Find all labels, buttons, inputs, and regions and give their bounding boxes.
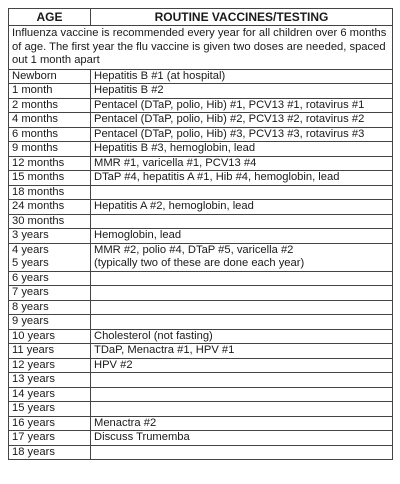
table-row xyxy=(9,271,393,286)
vaccine-schedule-document xyxy=(8,8,392,460)
vaccines-cell xyxy=(91,315,393,330)
table-row xyxy=(9,185,393,200)
age-cell: 18 years xyxy=(9,445,91,460)
vaccines-cell: Pentacel (DTaP, polio, Hib) #3, PCV13 #3, rotavirus #3 xyxy=(91,127,393,142)
table-header-row xyxy=(9,9,393,26)
table-row xyxy=(9,214,393,229)
table-row xyxy=(9,445,393,460)
age-cell: 16 years xyxy=(9,416,91,431)
vaccines-cell xyxy=(91,214,393,229)
table-row xyxy=(9,171,393,186)
age-cell: 14 years xyxy=(9,387,91,402)
table-row xyxy=(9,127,393,142)
vaccines-line: MMR #2, polio #4, DTaP #5, varicella #2 xyxy=(94,243,294,256)
table-row xyxy=(9,98,393,113)
age-cell: 13 years xyxy=(9,373,91,388)
age-cell: 7 years xyxy=(9,286,91,301)
vaccines-cell xyxy=(91,373,393,388)
age-cell: 3 years xyxy=(9,229,91,244)
table-row xyxy=(9,315,393,330)
vaccines-cell: Hemoglobin, lead xyxy=(91,229,393,244)
table-row xyxy=(9,243,393,271)
age-cell: 15 months xyxy=(9,171,91,186)
vaccines-cell: Hepatitis B #2 xyxy=(91,84,393,99)
age-4-years: 4 years xyxy=(12,243,49,256)
vaccines-cell: Discuss Trumemba xyxy=(91,431,393,446)
vaccines-cell: MMR #1, varicella #1, PCV13 #4 xyxy=(91,156,393,171)
vaccines-cell xyxy=(91,402,393,417)
vaccines-cell xyxy=(91,300,393,315)
table-row xyxy=(9,113,393,128)
age-cell: 9 months xyxy=(9,142,91,157)
table-row xyxy=(9,373,393,388)
table-row xyxy=(9,431,393,446)
age-cell: 15 years xyxy=(9,402,91,417)
age-cell: 12 months xyxy=(9,156,91,171)
age-cell: 24 months xyxy=(9,200,91,215)
vaccines-cell: TDaP, Menactra #1, HPV #1 xyxy=(91,344,393,359)
age-cell: 2 months xyxy=(9,98,91,113)
vaccines-note-line: (typically two of these are done each year) xyxy=(94,257,305,269)
age-cell: 10 years xyxy=(9,329,91,344)
age-cell: 17 years xyxy=(9,431,91,446)
table-row xyxy=(9,402,393,417)
age-cell: 4 months xyxy=(9,113,91,128)
influenza-note: Influenza vaccine is recommended every year for all children over 6 months of age. The first year the flu vaccine is given two doses are needed, spaced out 1 month apart xyxy=(9,26,393,70)
table-row xyxy=(9,329,393,344)
vaccines-cell xyxy=(91,286,393,301)
influenza-note-row xyxy=(9,26,393,70)
table-row xyxy=(9,300,393,315)
age-cell: 6 years xyxy=(9,271,91,286)
vaccine-schedule-table xyxy=(8,8,393,460)
age-column-header: AGE xyxy=(9,9,91,26)
vaccines-cell: Menactra #2 xyxy=(91,416,393,431)
age-cell: 18 months xyxy=(9,185,91,200)
vaccines-cell: HPV #2 xyxy=(91,358,393,373)
vaccines-cell: Pentacel (DTaP, polio, Hib) #1, PCV13 #1, rotavirus #1 xyxy=(91,98,393,113)
age-cell: 11 years xyxy=(9,344,91,359)
vaccines-cell: Hepatitis B #3, hemoglobin, lead xyxy=(91,142,393,157)
vaccines-cell xyxy=(91,271,393,286)
table-row xyxy=(9,84,393,99)
vaccines-cell: Hepatitis B #1 (at hospital) xyxy=(91,69,393,84)
vaccines-cell: Cholesterol (not fasting) xyxy=(91,329,393,344)
table-row xyxy=(9,358,393,373)
age-cell: 1 month xyxy=(9,84,91,99)
vaccines-cell xyxy=(91,185,393,200)
table-row xyxy=(9,286,393,301)
age-5-years: 5 years xyxy=(12,257,49,269)
table-row xyxy=(9,142,393,157)
vaccines-cell xyxy=(91,243,393,271)
age-cell: 9 years xyxy=(9,315,91,330)
table-row xyxy=(9,229,393,244)
vaccines-cell: DTaP #4, hepatitis A #1, Hib #4, hemoglobin, lead xyxy=(91,171,393,186)
table-row xyxy=(9,344,393,359)
vaccines-column-header: ROUTINE VACCINES/TESTING xyxy=(91,9,393,26)
age-cell: 8 years xyxy=(9,300,91,315)
vaccines-cell xyxy=(91,445,393,460)
table-row xyxy=(9,200,393,215)
table-row xyxy=(9,387,393,402)
vaccines-cell xyxy=(91,387,393,402)
vaccines-cell: Hepatitis A #2, hemoglobin, lead xyxy=(91,200,393,215)
age-cell: Newborn xyxy=(9,69,91,84)
table-row xyxy=(9,69,393,84)
vaccines-cell: Pentacel (DTaP, polio, Hib) #2, PCV13 #2, rotavirus #2 xyxy=(91,113,393,128)
table-row xyxy=(9,416,393,431)
age-cell: 30 months xyxy=(9,214,91,229)
age-cell xyxy=(9,243,91,271)
table-row xyxy=(9,156,393,171)
age-cell: 6 months xyxy=(9,127,91,142)
age-cell: 12 years xyxy=(9,358,91,373)
